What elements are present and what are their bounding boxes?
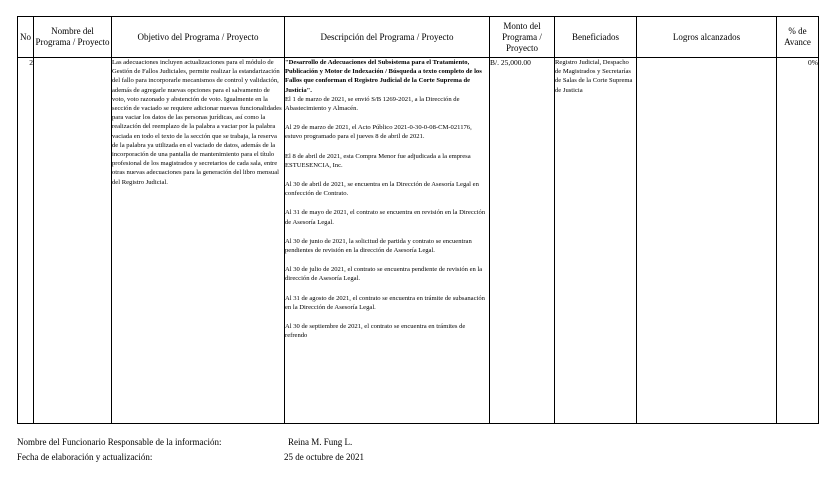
descripcion-paragraph: Al 31 de mayo de 2021, el contrato se encuentra en revisión en la Dirección de Asesoría Legal. <box>285 209 486 226</box>
descripcion-paragraph: Al 31 de agosto de 2021, el contrato se encuentra en trámite de subsanación en la Dirección de Asesoría Legal. <box>285 294 485 311</box>
cell-descripcion <box>285 58 490 424</box>
header-no: No <box>18 17 34 58</box>
header-beneficiados: Beneficiados <box>555 17 637 58</box>
descripcion-paragraph: Al 29 de marzo de 2021, el Acto Público 2021-0-30-0-08-CM-021176, estuvo programado para el jueves 8 de abril de 2021. <box>285 124 472 141</box>
descripcion-paragraph: Al 30 de abril de 2021, se encuentra en la Dirección de Asesoría Legal en confección de Contrato. <box>285 181 479 198</box>
responsable-value: Reina M. Fung L. <box>288 437 353 447</box>
fecha-label: Fecha de elaboración y actualización: <box>17 452 153 462</box>
cell-nombre <box>34 58 112 424</box>
cell-monto: B/. 25,000.00 <box>490 58 555 424</box>
fecha-value: 25 de octubre de 2021 <box>284 452 364 462</box>
descripcion-paragraph: Al 30 de junio de 2021, la solicitud de partida y contrato se encuentran pendientes de revisión en la dirección de Asesoría Legal. <box>285 237 472 255</box>
responsable-label: Nombre del Funcionario Responsable de la información: <box>17 437 222 447</box>
cell-logros <box>637 58 777 424</box>
descripcion-paragraph: El 8 de abril de 2021, esta Compra Menor fue adjudicada a la empresa ESTUESENCIA, Inc. <box>285 152 471 169</box>
descripcion-title: "Desarrollo de Adecuaciones del Subsistema para el Tratamiento, Publicación y Motor de Indexación / Búsqueda a texto completo de los Fallos que conforman el Registro Judicial de la Corte Suprema de Justicia". <box>285 59 482 94</box>
cell-avance: 0% <box>777 58 819 424</box>
header-descripcion: Descripción del Programa / Proyecto <box>285 17 490 58</box>
cell-no: 2 <box>18 58 34 424</box>
cell-beneficiados: Registro Judicial, Despacho de Magistrados y Secretarías de Salas de la Corte Suprema de Justicia <box>555 58 637 424</box>
descripcion-paragraph: El 1 de marzo de 2021, se envió S/B 1269-2021, a la Dirección de Abastecimiento y Almacén. <box>285 95 460 113</box>
header-row <box>18 17 819 58</box>
projects-table <box>17 16 819 424</box>
descripcion-paragraph: Al 30 de septiembre de 2021, el contrato se encuentra en trámites de refrendo <box>285 323 466 340</box>
cell-objetivo: Las adecuaciones incluyen actualizaciones para el módulo de Gestión de Fallos Judiciales, permite realizar la estandarización del fallo para incorporarle mecanismos de control y validación, además de agregarle nuevas opciones para el salvamento de voto, voto razonado y abstención de voto. Igualmente en la sección de vaciado se requiere adicionar nuevas funcionalidades para vaciar los datos de las personas jurídicas, así como la realización del reemplazo de la palabra a vaciar por la palabra vaciada en todo el texto de la sección que se trabaja, la reserva de la palabra ya utilizada en el vaciado de datos, además de la incorporación de una pantalla de mantenimiento para el título profesional de los magistrados y secretarios de cada sala, entre otras nuevas adecuaciones para la generación del libro mensual del Registro Judicial. <box>112 58 285 424</box>
descripcion-paragraph: Al 30 de julio de 2021, el contrato se encuentra pendiente de revisión en la dirección de Asesoría Legal. <box>285 266 483 283</box>
header-logros: Logros alcanzados <box>637 17 777 58</box>
header-objetivo: Objetivo del Programa / Proyecto <box>112 17 285 58</box>
table-row <box>18 58 819 424</box>
header-monto: Monto del Programa / Proyecto <box>490 17 555 58</box>
footer <box>17 437 817 467</box>
header-nombre: Nombre del Programa / Proyecto <box>34 17 112 58</box>
header-avance: % de Avance <box>777 17 819 58</box>
